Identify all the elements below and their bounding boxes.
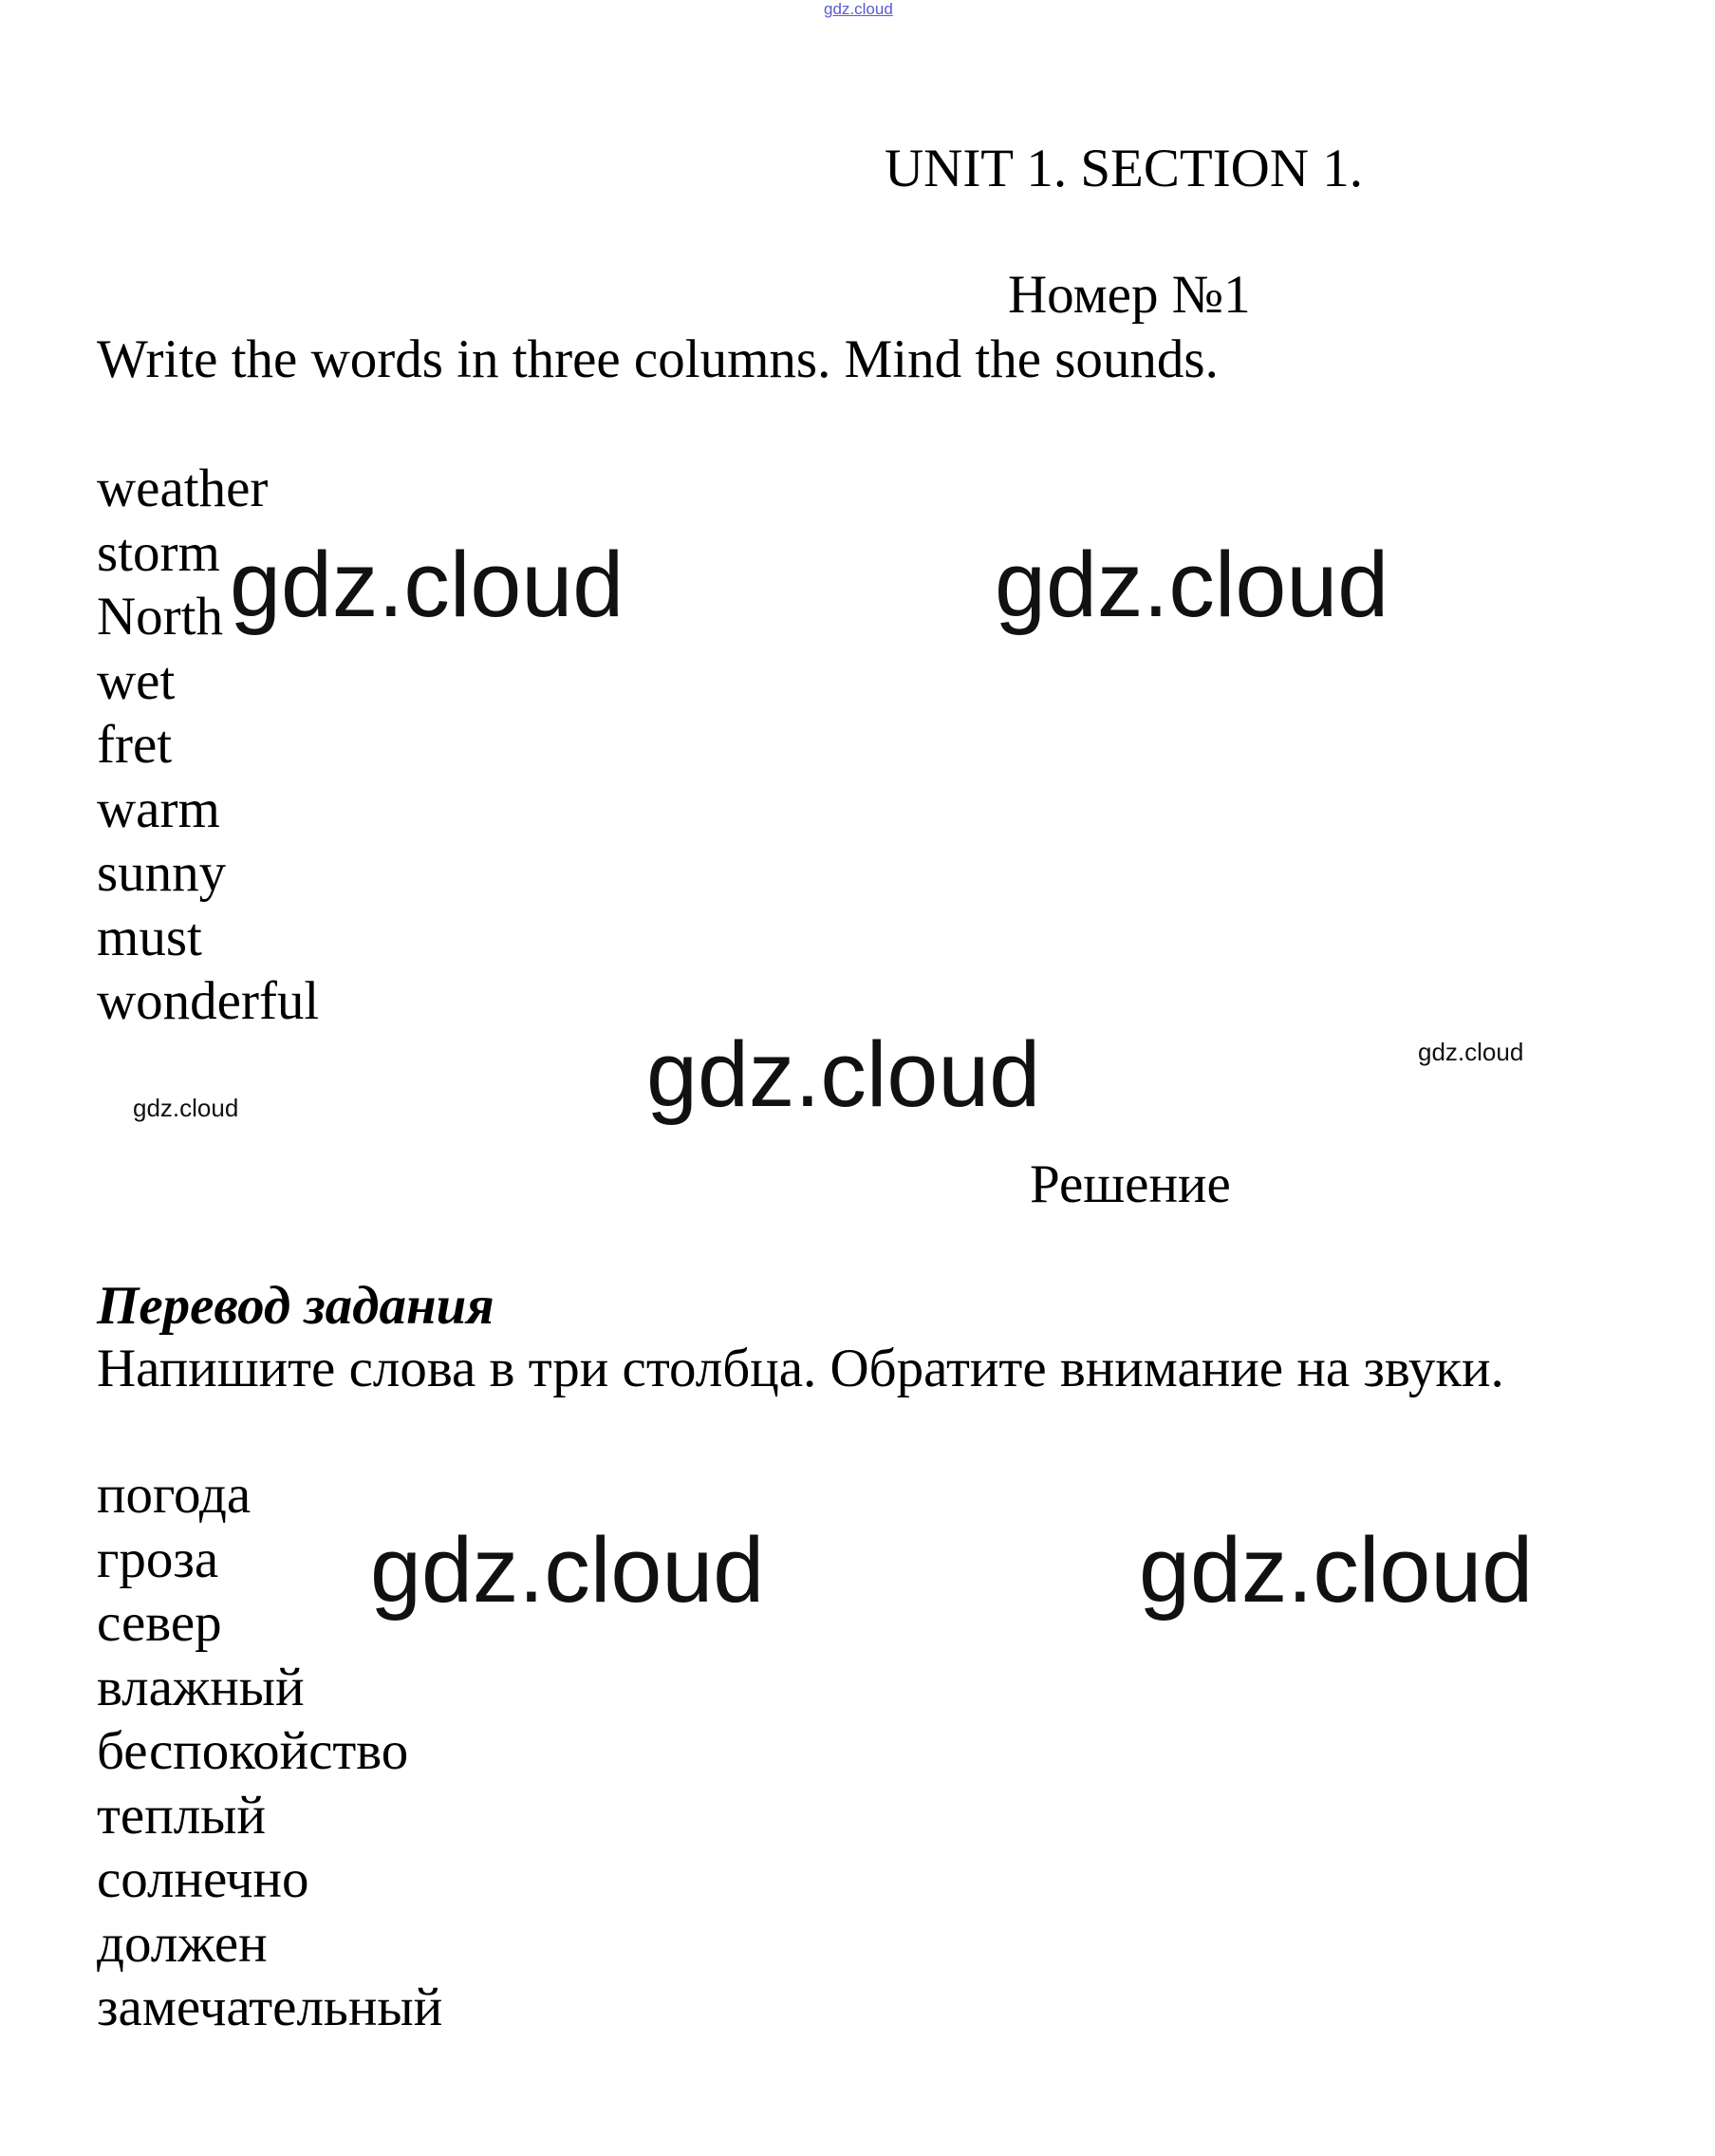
word-item: must	[97, 907, 202, 967]
exercise-number-title: Номер №1	[1008, 265, 1251, 325]
top-watermark-link[interactable]: gdz.cloud	[824, 0, 893, 18]
translation-heading: Перевод задания	[97, 1276, 494, 1336]
translated-word-item: замечательный	[97, 1978, 443, 2037]
watermark-text: gdz.cloud	[133, 1094, 239, 1122]
word-item: warm	[97, 778, 220, 839]
word-item: storm	[97, 522, 220, 583]
word-item: North	[97, 587, 223, 647]
translated-word-item: солнечно	[97, 1849, 309, 1909]
translation-instruction: Напишите слова в три столбца. Обратите внимание на звуки.	[97, 1339, 1504, 1398]
word-item: sunny	[97, 843, 227, 903]
watermark-text: gdz.cloud	[646, 1022, 1041, 1126]
word-item: wet	[97, 650, 176, 711]
translated-word-item: должен	[97, 1913, 268, 1974]
watermark-text: gdz.cloud	[230, 533, 624, 636]
solution-title: Решение	[1030, 1154, 1231, 1214]
unit-title: UNIT 1. SECTION 1.	[885, 139, 1364, 198]
watermark-text: gdz.cloud	[1418, 1038, 1524, 1066]
translated-word-item: беспокойство	[97, 1721, 409, 1781]
watermark-text: gdz.cloud	[1139, 1518, 1534, 1622]
word-item: weather	[97, 459, 269, 518]
watermark-text: gdz.cloud	[370, 1518, 765, 1622]
translated-word-item: север	[97, 1593, 222, 1653]
word-item: wonderful	[97, 971, 320, 1031]
translated-word-item: погода	[97, 1465, 252, 1525]
translated-word-item: гроза	[97, 1528, 219, 1589]
translated-word-item: влажный	[97, 1657, 305, 1717]
task-instruction: Write the words in three columns. Mind the sounds.	[97, 329, 1219, 389]
watermark-text: gdz.cloud	[995, 533, 1389, 636]
translated-word-item: теплый	[97, 1785, 266, 1846]
word-item: fret	[97, 715, 173, 775]
